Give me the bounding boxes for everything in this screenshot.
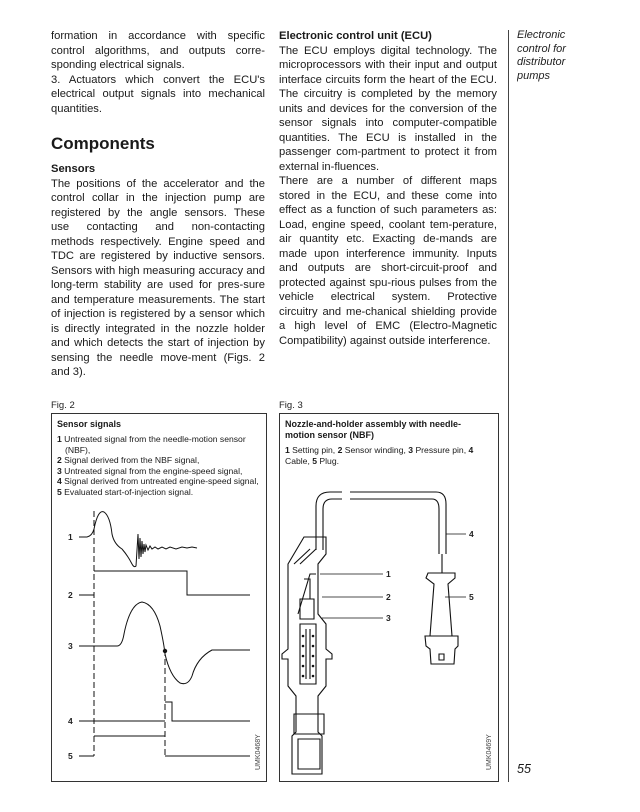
part-text: Setting pin, (292, 445, 336, 455)
fig2-code: UMK0468Y (255, 734, 262, 770)
part-text: Pressure pin, (415, 445, 467, 455)
part-number: 1 (285, 445, 290, 455)
sidebar-title-line: pumps (517, 69, 551, 82)
part-text: Sensor winding, (344, 445, 406, 455)
fig3-box (279, 413, 499, 782)
item-number: 1 (57, 434, 62, 444)
intro-paragraph: formation in accordance with specific control algorithms, and outputs corre-sponding electrical signals. (51, 30, 265, 71)
ecu-paragraph: The ECU employs digital technology. The microprocessors with their input and output interface circuits form the heart of the ECU. The circuitry is completed by the memory units and devices for the conversion of the sensor signals into computer-compatible quantities. The ECU is installed in the passenger com-partment to protect it from external in-fluences. (279, 44, 497, 173)
sensor-signals-diagram (52, 414, 266, 781)
fig2-label: Fig. 2 (51, 400, 75, 411)
item-number: 3 (57, 465, 62, 476)
trace-label-1: 1 (68, 532, 73, 542)
page-number: 55 (517, 762, 531, 776)
fig3-label: Fig. 3 (279, 400, 303, 411)
maps-paragraph: There are a number of different maps stored in the ECU, and these come into effect as a function of such parameters as: Load, engine speed, coolant tem-perature, air quantity etc. Exacting de-mands are made upon interference immunity. Inputs and outputs are short-circuit-proof and protected against spu-rious pulses from the vehicle electrical system. Protective circuitry and me-chanical shielding provide a high level of EMC (Electro-Magnetic Compatibility) against outside interference. (279, 175, 497, 347)
actuators-paragraph: 3. Actuators which convert the ECU's electrical output signals into mechanical quantities. (51, 73, 265, 115)
trace-label-2: 2 (68, 590, 73, 600)
plug (425, 573, 458, 664)
item-text: Untreated signal from the engine-speed signal, (64, 465, 243, 476)
section-heading-components: Components (51, 134, 155, 153)
trace-1-needle-signal (79, 512, 197, 567)
item-number: 5 (57, 486, 62, 497)
callout-2: 2 (386, 592, 391, 602)
sidebar-title (517, 29, 640, 83)
item-text: Untreated signal from the needle-motion sensor (NBF), (64, 434, 246, 455)
fig3-code: UMK0469Y (486, 734, 493, 770)
trace-2-nbf-derived (79, 571, 250, 595)
fig2-title: Sensor signals (57, 419, 122, 429)
part-number: 4 (468, 445, 474, 455)
subheading-ecu: Electronic control unit (ECU) (279, 30, 432, 42)
fig2-box (51, 413, 267, 782)
item-text: Evaluated start-of-injection signal. (64, 486, 194, 497)
item-text: Signal derived from untreated engine-speed signal, (64, 476, 259, 487)
part-text: Plug. (319, 455, 339, 466)
cable (316, 492, 446, 554)
trace-label-4: 4 (68, 716, 73, 726)
trace-label-5: 5 (68, 751, 73, 761)
item-text: Signal derived from the NBF signal, (64, 455, 200, 466)
sidebar-rule (508, 30, 509, 782)
part-number: 3 (408, 445, 414, 455)
left-column (51, 29, 265, 380)
part-text: Cable, (285, 455, 310, 466)
sidebar-title-line: Electronic (517, 29, 566, 41)
item-number: 4 (57, 476, 62, 487)
sidebar-title-line: distributor (517, 56, 566, 68)
callout-5: 5 (469, 592, 474, 602)
sensor-winding (300, 579, 316, 684)
subheading-sensors: Sensors (51, 163, 96, 175)
callout-1: 1 (386, 569, 391, 579)
zero-crossing-point (163, 649, 167, 653)
callout-3: 3 (386, 613, 391, 623)
nozzle-holder-diagram (280, 414, 498, 781)
fig3-title: Nozzle-and-holder assembly with needle-motion sensor (NBF) (285, 419, 462, 440)
trace-label-3: 3 (68, 641, 73, 651)
sensors-paragraph: The positions of the accelerator and the control collar in the injection pump are registered by the angle sensors. These use contacting and non-contacting methods respectively. Engine speed and TDC are registered by inductive sensors. Sensors with high measuring accuracy and long-term stability are used for pres-sure and temperature measurements. The start of injection is registered by a sensor which is directly integrated in the nozzle holder and which detects the start of injection by sensing the needle move-ment (Figs. 2 and 3). (51, 177, 265, 378)
item-number: 2 (57, 455, 62, 466)
callout-4: 4 (469, 529, 474, 539)
part-number: 5 (312, 455, 318, 466)
sidebar-title-line: control for (517, 42, 566, 55)
part-number: 2 (337, 445, 343, 455)
middle-column (279, 29, 497, 348)
